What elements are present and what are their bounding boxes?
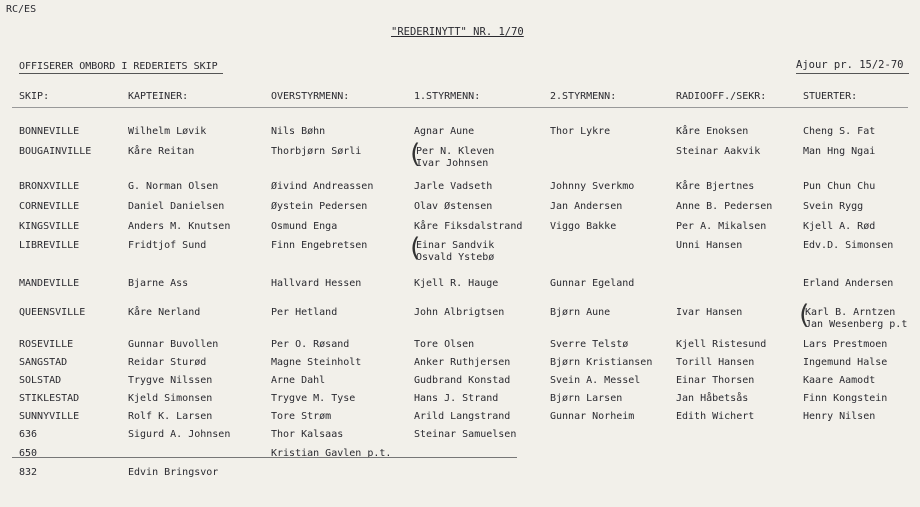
cell-skip: QUEENSVILLE bbox=[19, 307, 86, 318]
cell-styrmann1: Per N. Kleven bbox=[416, 146, 495, 157]
cell-styrmann1: John Albrigtsen bbox=[414, 307, 505, 318]
column-header-skip: SKIP: bbox=[19, 91, 50, 102]
cell-overstyrmann: Trygve M. Tyse bbox=[271, 393, 356, 404]
cell-kaptein: Gunnar Buvollen bbox=[128, 339, 219, 350]
cell-stuert: Kjell A. Rød bbox=[803, 221, 876, 232]
cell-overstyrmann: Magne Steinholt bbox=[271, 357, 362, 368]
cell-overstyrmann: Per Hetland bbox=[271, 307, 338, 318]
cell-stuert: Pun Chun Chu bbox=[803, 181, 876, 192]
cell-styrmann2: Bjørn Larsen bbox=[550, 393, 623, 404]
cell-styrmann1: Einar Sandvik bbox=[416, 240, 495, 251]
cell-kaptein: Reidar Sturød bbox=[128, 357, 207, 368]
cell-overstyrmann: Osmund Enga bbox=[271, 221, 338, 232]
cell-overstyrmann: Øystein Pedersen bbox=[271, 201, 368, 212]
cell-radio: Kåre Bjertnes bbox=[676, 181, 755, 192]
document-title: "REDERINYTT" NR. 1/70 bbox=[391, 26, 524, 38]
cell-stuert: Cheng S. Fat bbox=[803, 126, 876, 137]
cell-skip: 832 bbox=[19, 467, 38, 478]
column-header-overstyrmann: OVERSTYRMENN: bbox=[271, 91, 350, 102]
cell-kaptein: Fridtjof Sund bbox=[128, 240, 207, 251]
cell-overstyrmann: Nils Bøhn bbox=[271, 126, 326, 137]
cell-styrmann2: Sverre Telstø bbox=[550, 339, 629, 350]
column-header-styrmann2: 2.STYRMENN: bbox=[550, 91, 617, 102]
cell-skip: BOUGAINVILLE bbox=[19, 146, 92, 157]
cell-stuert: Lars Prestmoen bbox=[803, 339, 888, 350]
cell-styrmann1: Tore Olsen bbox=[414, 339, 475, 350]
cell-overstyrmann: Per O. Røsand bbox=[271, 339, 350, 350]
cell-styrmann1: Gudbrand Konstad bbox=[414, 375, 511, 386]
grouping-brace: ( bbox=[796, 300, 812, 330]
column-header-radio: RADIOOFF./SEKR: bbox=[676, 91, 767, 102]
cell-kaptein: Edvin Bringsvor bbox=[128, 467, 219, 478]
cell-overstyrmann: Kristian Gavlen p.t. bbox=[271, 448, 392, 459]
cell-kaptein: Anders M. Knutsen bbox=[128, 221, 231, 232]
grouping-brace: ( bbox=[407, 139, 423, 169]
grouping-brace: ( bbox=[407, 233, 423, 263]
cell-overstyrmann: Finn Engebretsen bbox=[271, 240, 368, 251]
cell-kaptein: Kjeld Simonsen bbox=[128, 393, 213, 404]
cell-skip: KINGSVILLE bbox=[19, 221, 80, 232]
reference-code: RC/ES bbox=[6, 4, 37, 15]
section-heading-underline bbox=[19, 73, 223, 74]
cell-stuert: Edv.D. Simonsen bbox=[803, 240, 894, 251]
cell-styrmann2: Thor Lykre bbox=[550, 126, 611, 137]
cell-radio: Per A. Mikalsen bbox=[676, 221, 767, 232]
cell-skip: CORNEVILLE bbox=[19, 201, 80, 212]
cell-skip: SANGSTAD bbox=[19, 357, 68, 368]
cell-styrmann2: Bjørn Aune bbox=[550, 307, 611, 318]
cell-radio: Anne B. Pedersen bbox=[676, 201, 773, 212]
cell-kaptein: Sigurd A. Johnsen bbox=[128, 429, 231, 440]
ajour-date: Ajour pr. 15/2-70 bbox=[796, 59, 904, 71]
cell-radio: Unni Hansen bbox=[676, 240, 743, 251]
cell-skip: 650 bbox=[19, 448, 38, 459]
cell-styrmann2: Gunnar Egeland bbox=[550, 278, 635, 289]
cell-styrmann2: Gunnar Norheim bbox=[550, 411, 635, 422]
cell-stuert: Henry Nilsen bbox=[803, 411, 876, 422]
column-header-kaptein: KAPTEINER: bbox=[128, 91, 189, 102]
cell-kaptein: G. Norman Olsen bbox=[128, 181, 219, 192]
cell-styrmann1: Olav Østensen bbox=[414, 201, 493, 212]
cell-overstyrmann: Hallvard Hessen bbox=[271, 278, 362, 289]
cell-radio: Einar Thorsen bbox=[676, 375, 755, 386]
cell-kaptein: Kåre Reitan bbox=[128, 146, 195, 157]
cell-styrmann2: Johnny Sverkmo bbox=[550, 181, 635, 192]
cell-skip: STIKLESTAD bbox=[19, 393, 80, 404]
cell-radio: Torill Hansen bbox=[676, 357, 755, 368]
cell-skip: MANDEVILLE bbox=[19, 278, 80, 289]
cell-kaptein: Kåre Nerland bbox=[128, 307, 201, 318]
cell-kaptein: Daniel Danielsen bbox=[128, 201, 225, 212]
cell-skip: BONNEVILLE bbox=[19, 126, 80, 137]
ajour-underline bbox=[796, 73, 909, 74]
cell-styrmann2: Bjørn Kristiansen bbox=[550, 357, 653, 368]
cell-skip: SOLSTAD bbox=[19, 375, 62, 386]
cell-styrmann1: Jarle Vadseth bbox=[414, 181, 493, 192]
cell-styrmann2: Svein A. Messel bbox=[550, 375, 641, 386]
column-header-styrmann1: 1.STYRMENN: bbox=[414, 91, 481, 102]
cell-stuert: Karl B. Arntzen bbox=[805, 307, 896, 318]
cell-skip: SUNNYVILLE bbox=[19, 411, 80, 422]
cell-overstyrmann: Øivind Andreassen bbox=[271, 181, 374, 192]
cell-styrmann1: Anker Ruthjersen bbox=[414, 357, 511, 368]
cell-overstyrmann: Thorbjørn Sørli bbox=[271, 146, 362, 157]
cell-kaptein: Rolf K. Larsen bbox=[128, 411, 213, 422]
cell-stuert: Ingemund Halse bbox=[803, 357, 888, 368]
cell-styrmann1: Osvald Ystebø bbox=[416, 252, 495, 263]
cell-overstyrmann: Tore Strøm bbox=[271, 411, 332, 422]
cell-stuert: Erland Andersen bbox=[803, 278, 894, 289]
cell-stuert: Kaare Aamodt bbox=[803, 375, 876, 386]
cell-stuert: Man Hng Ngai bbox=[803, 146, 876, 157]
cell-styrmann2: Jan Andersen bbox=[550, 201, 623, 212]
cell-radio: Kåre Enoksen bbox=[676, 126, 749, 137]
cell-styrmann1: Steinar Samuelsen bbox=[414, 429, 517, 440]
cell-stuert: Finn Kongstein bbox=[803, 393, 888, 404]
cell-kaptein: Wilhelm Løvik bbox=[128, 126, 207, 137]
cell-skip: BRONXVILLE bbox=[19, 181, 80, 192]
cell-overstyrmann: Arne Dahl bbox=[271, 375, 326, 386]
cell-stuert: Svein Rygg bbox=[803, 201, 864, 212]
cell-radio: Kjell Ristesund bbox=[676, 339, 767, 350]
cell-radio: Edith Wichert bbox=[676, 411, 755, 422]
cell-styrmann1: Arild Langstrand bbox=[414, 411, 511, 422]
cell-skip: 636 bbox=[19, 429, 38, 440]
cell-radio: Steinar Aakvik bbox=[676, 146, 761, 157]
cell-overstyrmann: Thor Kalsaas bbox=[271, 429, 344, 440]
cell-radio: Jan Håbetsås bbox=[676, 393, 749, 404]
cell-styrmann1: Ivar Johnsen bbox=[416, 158, 489, 169]
cell-kaptein: Bjarne Ass bbox=[128, 278, 189, 289]
cell-stuert: Jan Wesenberg p.t bbox=[805, 319, 908, 330]
header-divider bbox=[12, 107, 908, 108]
cell-skip: LIBREVILLE bbox=[19, 240, 80, 251]
cell-styrmann1: Kjell R. Hauge bbox=[414, 278, 499, 289]
column-header-stuert: STUERTER: bbox=[803, 91, 858, 102]
cell-styrmann1: Agnar Aune bbox=[414, 126, 475, 137]
cell-skip: ROSEVILLE bbox=[19, 339, 74, 350]
cell-radio: Ivar Hansen bbox=[676, 307, 743, 318]
bottom-divider bbox=[12, 457, 517, 458]
section-heading: OFFISERER OMBORD I REDERIETS SKIP bbox=[19, 61, 218, 72]
cell-styrmann1: Kåre Fiksdalstrand bbox=[414, 221, 523, 232]
cell-styrmann1: Hans J. Strand bbox=[414, 393, 499, 404]
cell-kaptein: Trygve Nilssen bbox=[128, 375, 213, 386]
cell-styrmann2: Viggo Bakke bbox=[550, 221, 617, 232]
